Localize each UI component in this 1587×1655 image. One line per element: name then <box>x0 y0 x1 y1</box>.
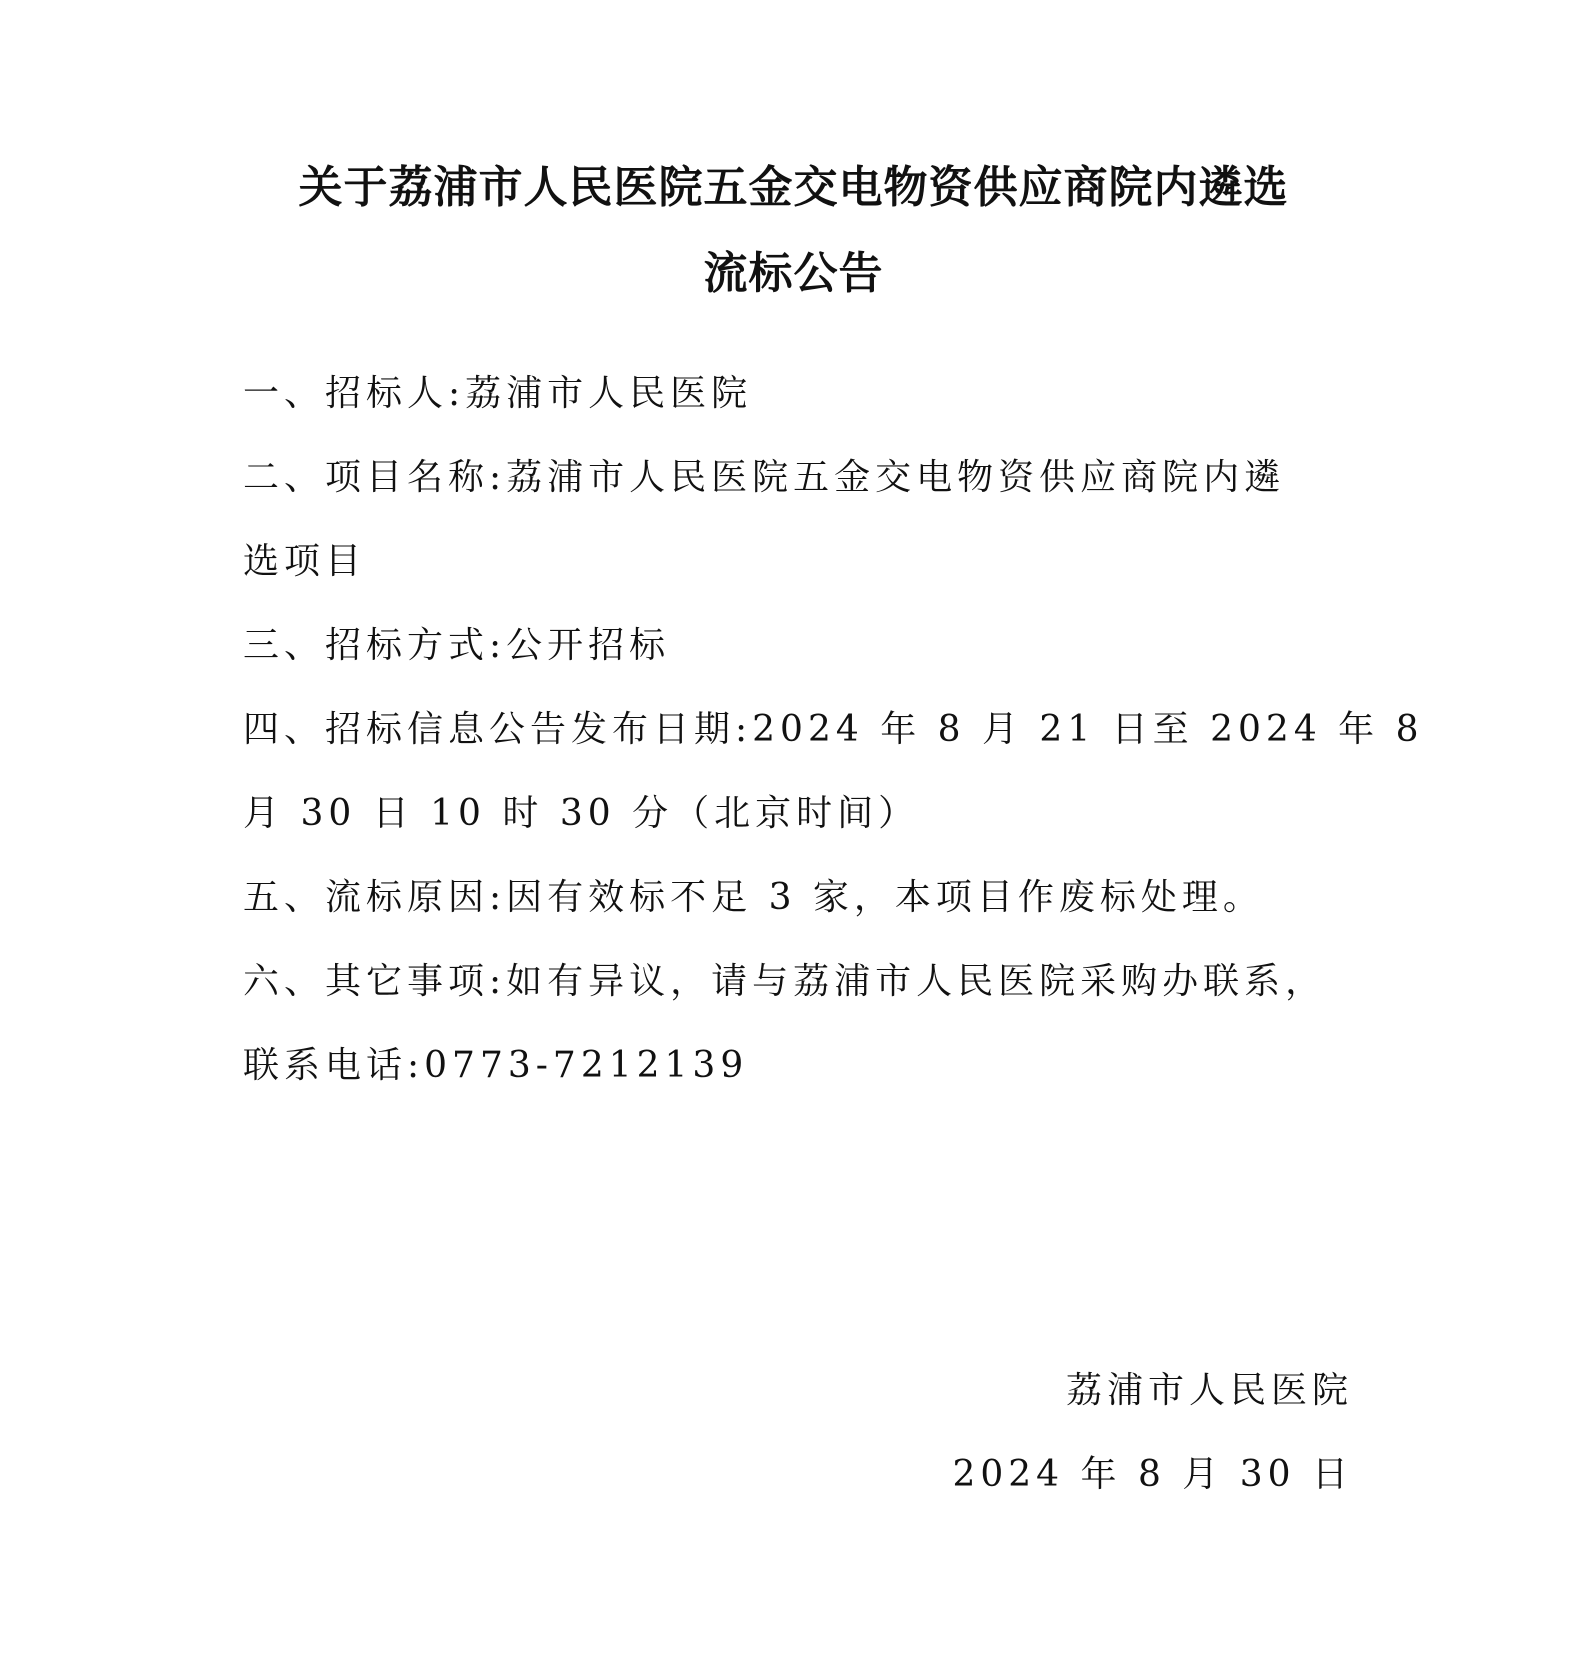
item-publish-date-cont: 月 30 日 10 时 30 分（北京时间） <box>243 793 920 834</box>
item-tender-method: 三、招标方式:公开招标 <box>243 625 671 666</box>
signature-organization: 荔浦市人民医院 <box>1065 1370 1353 1411</box>
item-publish-date: 四、招标信息公告发布日期:2024 年 8 月 21 日至 2024 年 8 <box>243 709 1424 750</box>
document-title-line-1: 关于荔浦市人民医院五金交电物资供应商院内遴选 <box>298 162 1289 213</box>
item-tenderer: 一、招标人:荔浦市人民医院 <box>243 373 753 414</box>
document-body <box>243 352 1424 1108</box>
document-title-line-2: 流标公告 <box>703 248 884 299</box>
item-failure-reason: 五、流标原因:因有效标不足 3 家，本项目作废标处理。 <box>243 877 1264 918</box>
item-contact-phone: 联系电话:0773-7212139 <box>243 1045 749 1086</box>
item-project-name: 二、项目名称:荔浦市人民医院五金交电物资供应商院内遴 <box>243 457 1286 498</box>
item-other-matters: 六、其它事项:如有异议，请与荔浦市人民医院采购办联系， <box>243 961 1327 1002</box>
item-project-name-cont: 选项目 <box>243 541 367 582</box>
signature-date: 2024 年 8 月 30 日 <box>952 1454 1353 1495</box>
